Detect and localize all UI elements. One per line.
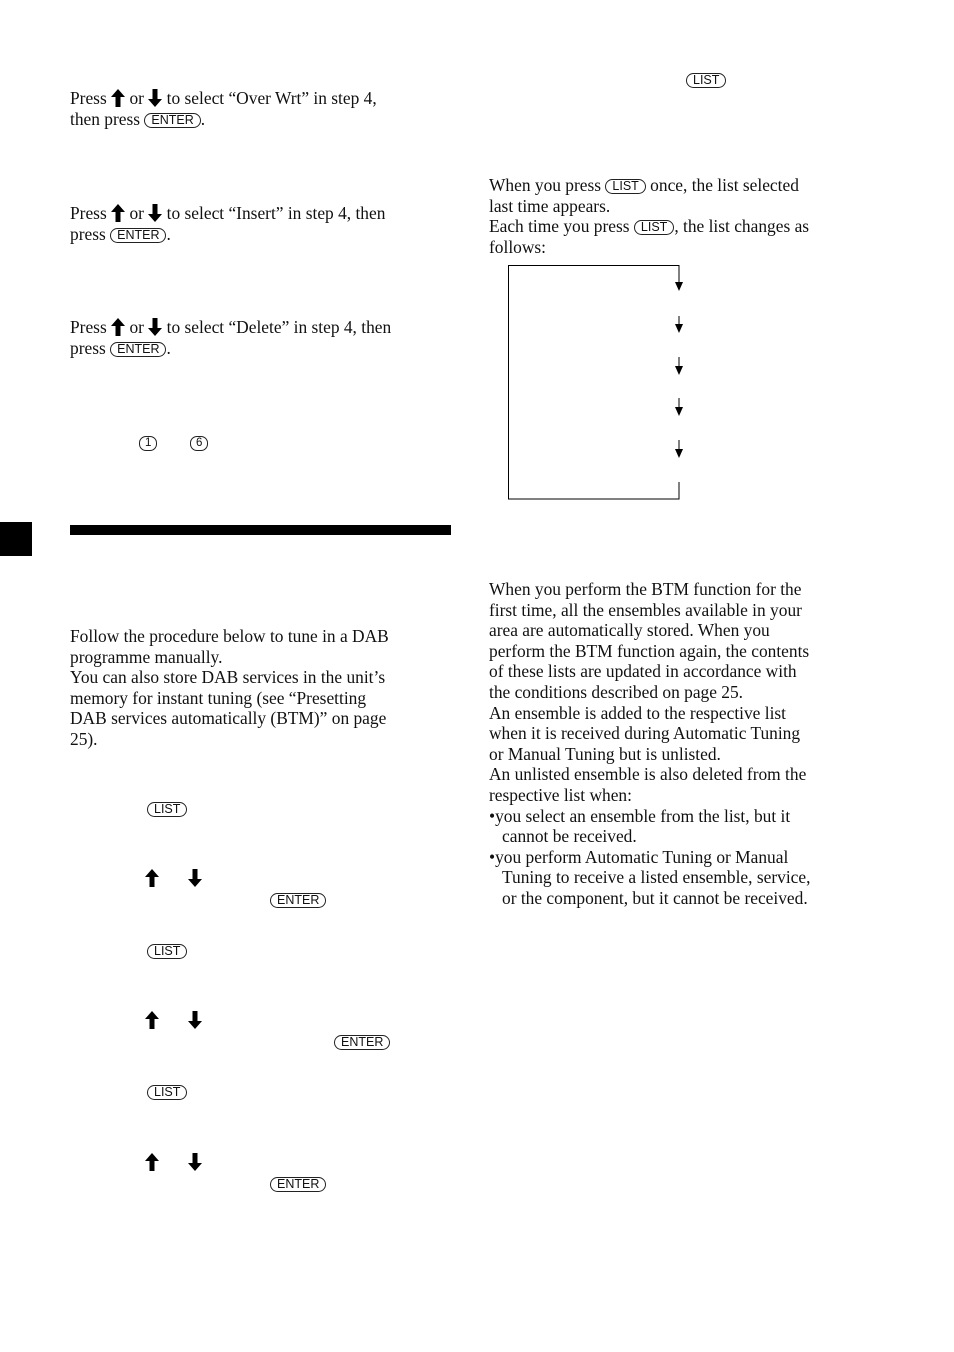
list-text: follows: [489,236,547,257]
flow-arrow-icon [675,324,683,333]
up-arrow-icon [111,204,125,222]
insert-text: to select “Insert” in step 4, then [166,203,386,223]
overwrite-instruction [70,88,450,129]
page-side-tab [0,522,32,556]
up-arrow-icon [111,89,125,107]
btm-line: An ensemble is added to the respective list [489,702,787,723]
down-arrow-icon [188,869,202,887]
preset-key-6: 6 [190,436,208,451]
list-key-header: LIST [686,73,726,88]
period: . [166,337,171,358]
text-press: Press [70,317,107,337]
enter-key: ENTER [110,342,166,357]
bullet-line: Tuning to receive a listed ensemble, service, [502,867,811,888]
btm-line: respective list when: [489,784,632,805]
manual-tuning-intro [70,626,450,750]
btm-line: area are automatically stored. When you [489,620,770,641]
bullet-line: you select an ensemble from the list, but it [495,805,791,826]
bullet-line: or the component, but it cannot be received. [502,887,808,908]
list-text: Each time you press [489,216,630,237]
bullet-item: •you select an ensemble from the list, but it cannot be received. [489,805,791,847]
btm-line: the conditions described on page 25. [489,681,744,702]
enter-key: ENTER [144,113,200,128]
list-text: , the list changes as [674,216,810,237]
list-key-step5: LIST [147,1085,187,1100]
down-arrow-icon [148,204,162,222]
bullet-line: you perform Automatic Tuning or Manual [495,846,789,867]
btm-line: or Manual Tuning but is unlisted. [489,743,721,764]
flow-arrow-icon [675,407,683,416]
bullet-item: •you perform Automatic Tuning or Manual Tuning to receive a listed ensemble, service, or the component, but it cannot be received. [489,846,811,908]
list-key: LIST [605,179,645,194]
up-arrow-icon [145,1011,159,1029]
text-press: Press [70,203,107,223]
text-press: Press [70,88,107,108]
enter-key-step4: ENTER [334,1035,390,1050]
delete-text: to select “Delete” in step 4, then [166,317,392,337]
list-description [489,175,879,257]
list-key-step3: LIST [147,944,187,959]
text-press: press [70,223,106,244]
enter-key-step2: ENTER [270,893,326,908]
list-key-step1: LIST [147,802,187,817]
btm-line: when it is received during Automatic Tuning [489,723,801,744]
btm-line: When you perform the BTM function for the [489,579,802,599]
list-text: last time appears. [489,195,611,216]
btm-line: An unlisted ensemble is also deleted from the [489,764,807,785]
intro-line: 25). [70,728,98,749]
up-arrow-icon [145,869,159,887]
bullet-line: cannot be received. [502,826,637,847]
down-arrow-icon [188,1011,202,1029]
flow-arrow-icon [675,282,683,291]
btm-line: perform the BTM function again, the contents [489,640,810,661]
list-text: once, the list selected [650,175,799,195]
down-arrow-icon [188,1153,202,1171]
down-arrow-icon [148,89,162,107]
period: . [200,108,206,129]
intro-line: memory for instant tuning (see “Presetting [70,687,367,708]
up-arrow-icon [111,318,125,336]
btm-description [489,579,889,909]
text-then-press: then press [70,108,141,129]
flow-arrow-icon [675,366,683,375]
intro-line: Follow the procedure below to tune in a DAB [70,626,389,646]
intro-line: You can also store DAB services in the unit’s [70,667,386,688]
enter-key: ENTER [110,228,166,243]
text-or: or [129,88,144,108]
insert-instruction [70,203,450,244]
text-or: or [129,317,144,337]
list-key: LIST [634,220,674,235]
text-press: press [70,337,106,358]
up-arrow-icon [145,1153,159,1171]
period: . [166,223,171,244]
delete-instruction [70,317,450,358]
list-cycle-diagram [505,262,685,502]
list-text: When you press [489,175,602,195]
intro-line: programme manually. [70,646,223,667]
enter-key-step6: ENTER [270,1177,326,1192]
flow-arrow-icon [675,449,683,458]
btm-line: of these lists are updated in accordance with [489,661,797,682]
intro-line: DAB services automatically (BTM)” on page [70,708,387,729]
down-arrow-icon [148,318,162,336]
btm-line: first time, all the ensembles available in your [489,599,802,620]
text-or: or [129,203,144,223]
section-rule [70,525,451,535]
overwrite-text: to select “Over Wrt” in step 4, [166,88,377,108]
preset-key-1: 1 [139,436,157,451]
